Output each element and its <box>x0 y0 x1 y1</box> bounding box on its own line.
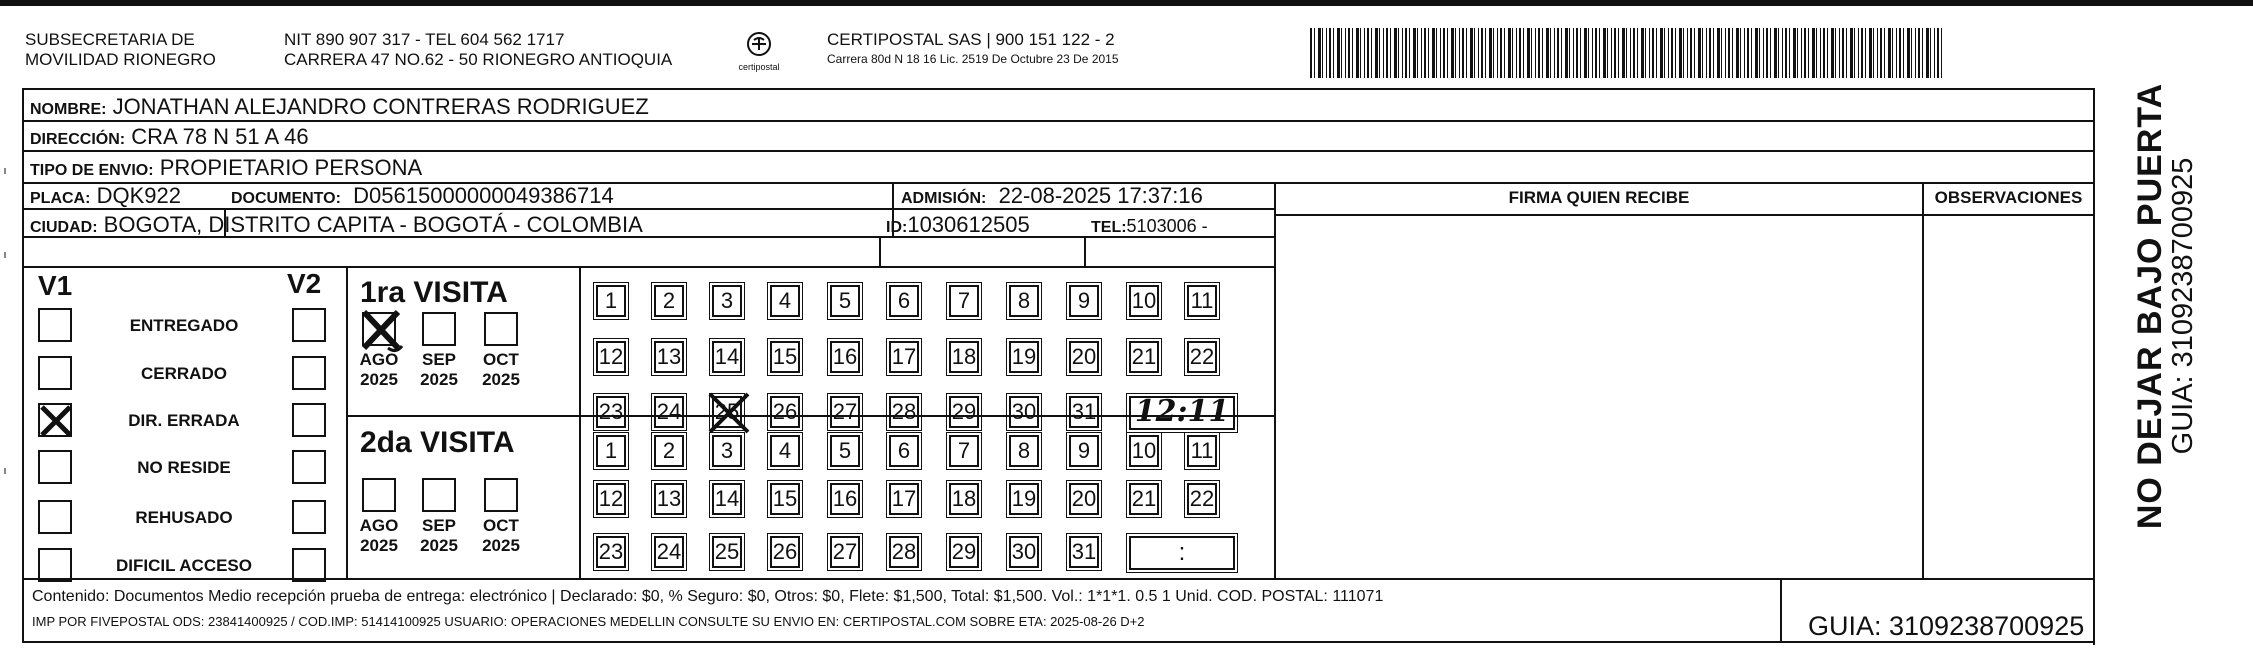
visit1-day-box[interactable]: 5 <box>830 285 860 317</box>
visit2-day-box[interactable]: 20 <box>1069 483 1099 515</box>
visit1-day-box[interactable]: 22 <box>1187 341 1217 373</box>
issuer-block <box>25 30 216 70</box>
month-name: OCT <box>483 516 519 535</box>
visit1-day-box[interactable]: 1 <box>596 285 626 317</box>
visit2-day-box[interactable]: 24 <box>654 536 684 568</box>
visit1-day-box[interactable]: 26 <box>770 396 800 428</box>
city-field <box>30 213 643 240</box>
visit1-day-box[interactable]: 13 <box>654 341 684 373</box>
visit2-day-box[interactable]: 8 <box>1009 435 1039 467</box>
status-option-label: CERRADO <box>141 364 227 383</box>
visit2-month-label <box>476 516 526 556</box>
visit1-day-box[interactable]: 3 <box>712 285 742 317</box>
carrier-block <box>827 30 1119 68</box>
v2-checkbox[interactable] <box>292 356 326 390</box>
visit2-day-box[interactable]: 10 <box>1129 435 1159 467</box>
id-field <box>886 213 1030 240</box>
visit2-time-value: : <box>1178 539 1186 566</box>
delivery-form <box>22 88 2095 643</box>
visit1-day-box[interactable]: 8 <box>1009 285 1039 317</box>
visit1-day-box[interactable]: 15 <box>770 341 800 373</box>
month-year: 2025 <box>360 370 398 389</box>
visit2-day-box[interactable]: 6 <box>889 435 919 467</box>
month-name: SEP <box>421 350 457 369</box>
visit2-day-box[interactable]: 29 <box>949 536 979 568</box>
visit1-month-checkbox[interactable] <box>362 312 396 346</box>
v1-checkbox[interactable] <box>38 450 72 484</box>
visit2-day-box[interactable]: 3 <box>712 435 742 467</box>
visit1-day-box[interactable]: 18 <box>949 341 979 373</box>
city-value: BOGOTA, DISTRITO CAPITA - BOGOTÁ - COLOMBIA <box>103 212 643 237</box>
guia-number: GUIA: 3109238700925 <box>1808 611 2085 641</box>
visit1-month-checkbox[interactable] <box>484 312 518 346</box>
admission-field <box>901 184 1203 211</box>
visit2-day-box[interactable]: 28 <box>889 536 919 568</box>
print-info: IMP POR FIVEPOSTAL ODS: 23841400925 / COD.IMP: 51414100925 USUARIO: OPERACIONES MEDELLIN CONSULTE SU ENVIO EN: CERTIPOSTAL.COM SOBRE ETA: 2025-08-26 D+2 <box>32 614 1145 629</box>
certipostal-logo-icon <box>730 30 788 74</box>
plate-field <box>30 184 181 211</box>
nit-line: NIT 890 907 317 - TEL 604 562 1717 <box>284 30 565 49</box>
visit1-day-box[interactable]: 30 <box>1009 396 1039 428</box>
visit1-day-box[interactable]: 25 <box>712 396 742 428</box>
visit2-day-box[interactable]: 26 <box>770 536 800 568</box>
visit1-time-box[interactable] <box>1129 396 1235 430</box>
address-line: CARRERA 47 NO.62 - 50 RIONEGRO ANTIOQUIA <box>284 50 673 69</box>
visit2-day-box[interactable]: 9 <box>1069 435 1099 467</box>
v1-checkbox[interactable] <box>38 500 72 534</box>
tel-value: 5103006 - <box>1126 216 1208 236</box>
id-label: ID: <box>886 219 908 236</box>
visit2-day-box[interactable]: 27 <box>830 536 860 568</box>
status-option-label: ENTREGADO <box>129 316 239 335</box>
content-summary: Contenido: Documentos Medio recepción prueba de entrega: electrónico | Declarado: $0, % Seguro: $0, Otros: $0, Flete: $1,500, Total: $1,500. Vol.: 1*1*1. 0.5 1 Unid. COD. POSTAL: 111071 <box>32 588 1384 605</box>
visit1-day-box[interactable]: 24 <box>654 396 684 428</box>
signature-column-header: FIRMA QUIEN RECIBE <box>1508 188 1690 207</box>
license-line: Carrera 80d N 18 16 Lic. 2519 De Octubre 23 De 2015 <box>827 52 1119 66</box>
v2-checkbox[interactable] <box>292 548 326 582</box>
side-notice <box>2131 56 2199 556</box>
document-field <box>231 184 614 211</box>
visit1-day-box[interactable]: 14 <box>712 341 742 373</box>
logo-text: certipostal <box>738 62 780 72</box>
visit2-day-box[interactable]: 14 <box>712 483 742 515</box>
visit2-day-box[interactable]: 30 <box>1009 536 1039 568</box>
v1-checkbox[interactable] <box>38 403 72 437</box>
status-option-label: NO RESIDE <box>137 458 231 477</box>
visit2-time-box[interactable] <box>1129 536 1235 570</box>
visit1-day-box[interactable]: 16 <box>830 341 860 373</box>
visit1-day-box[interactable]: 23 <box>596 396 626 428</box>
visit2-day-box[interactable]: 23 <box>596 536 626 568</box>
v2-label: V2 <box>287 268 322 299</box>
visit1-time-value: 12:11 <box>1134 394 1230 429</box>
margin-mark <box>4 252 6 258</box>
margin-mark <box>4 168 6 174</box>
visit1-day-box[interactable]: 7 <box>949 285 979 317</box>
side-guia-number: GUIA: 3109238700925 <box>2167 157 2199 455</box>
issuer-line-2: MOVILIDAD RIONEGRO <box>25 50 216 69</box>
admission-label: ADMISIÓN: <box>901 190 987 207</box>
visit2-month-checkbox[interactable] <box>484 478 518 512</box>
tel-label: TEL: <box>1091 219 1127 236</box>
visit2-day-box[interactable]: 16 <box>830 483 860 515</box>
month-year: 2025 <box>420 536 458 555</box>
address-value: CRA 78 N 51 A 46 <box>131 124 309 149</box>
send-type-field <box>30 156 422 183</box>
visit2-day-box[interactable]: 2 <box>654 435 684 467</box>
visit1-month-label <box>476 350 526 390</box>
visit1-day-box[interactable]: 27 <box>830 396 860 428</box>
address-label: DIRECCIÓN: <box>30 131 126 148</box>
v2-checkbox[interactable] <box>292 450 326 484</box>
visit1-day-box[interactable]: 11 <box>1187 285 1217 317</box>
visit1-day-box[interactable]: 17 <box>889 341 919 373</box>
document-value: D05615000000049386714 <box>353 183 614 208</box>
name-field <box>30 95 649 122</box>
v1-checkbox[interactable] <box>38 356 72 390</box>
v2-checkbox[interactable] <box>292 403 326 437</box>
plate-label: PLACA: <box>30 190 91 207</box>
top-border <box>0 0 2253 6</box>
visit1-day-box[interactable]: 20 <box>1069 341 1099 373</box>
visit1-month-label <box>354 350 404 390</box>
month-name: OCT <box>483 350 519 369</box>
visit2-day-box[interactable]: 1 <box>596 435 626 467</box>
status-option-label: DIR. ERRADA <box>128 411 240 430</box>
visit2-day-box[interactable]: 5 <box>830 435 860 467</box>
v1-checkbox[interactable] <box>38 308 72 342</box>
visit1-day-box[interactable]: 12 <box>596 341 626 373</box>
status-option-label: REHUSADO <box>135 508 233 527</box>
visit1-day-box[interactable]: 19 <box>1009 341 1039 373</box>
visit2-title: 2da VISITA <box>360 426 515 459</box>
admission-value: 22-08-2025 17:37:16 <box>998 183 1203 208</box>
document-label: DOCUMENTO: <box>231 190 341 207</box>
month-name: SEP <box>421 516 457 535</box>
visit1-day-box[interactable]: 29 <box>949 396 979 428</box>
visit2-day-box[interactable]: 12 <box>596 483 626 515</box>
issuer-contact-block <box>284 30 672 70</box>
visit2-day-box[interactable]: 21 <box>1129 483 1159 515</box>
address-field <box>30 125 309 152</box>
visit2-day-box[interactable]: 4 <box>770 435 800 467</box>
visit2-month-label <box>354 516 404 556</box>
plate-value: DQK922 <box>96 183 181 208</box>
visit2-day-box[interactable]: 13 <box>654 483 684 515</box>
month-year: 2025 <box>420 370 458 389</box>
visit2-month-label <box>414 516 464 556</box>
visit1-day-box[interactable]: 4 <box>770 285 800 317</box>
name-label: NOMBRE: <box>30 101 107 118</box>
v1-checkbox[interactable] <box>38 548 72 582</box>
send-type-label: TIPO DE ENVIO: <box>30 162 154 179</box>
month-year: 2025 <box>482 536 520 555</box>
tel-field <box>1091 213 1208 240</box>
month-year: 2025 <box>482 370 520 389</box>
visit1-day-box[interactable]: 21 <box>1129 341 1159 373</box>
carrier-line: CERTIPOSTAL SAS | 900 151 122 - 2 <box>827 30 1115 49</box>
visit2-day-box[interactable]: 15 <box>770 483 800 515</box>
issuer-line-1: SUBSECRETARIA DE <box>25 30 195 49</box>
status-option-label: DIFICIL ACCESO <box>115 556 252 575</box>
visit1-month-label <box>414 350 464 390</box>
v2-checkbox[interactable] <box>292 308 326 342</box>
visit2-day-box[interactable]: 22 <box>1187 483 1217 515</box>
visit2-day-box[interactable]: 25 <box>712 536 742 568</box>
visit1-month-checkbox[interactable] <box>422 312 456 346</box>
month-year: 2025 <box>360 536 398 555</box>
visit2-day-box[interactable]: 11 <box>1187 435 1217 467</box>
month-name: AGO <box>359 350 399 369</box>
month-name: AGO <box>359 516 399 535</box>
city-label: CIUDAD: <box>30 219 98 236</box>
observations-column-header: OBSERVACIONES <box>1934 188 2083 207</box>
send-type-value: PROPIETARIO PERSONA <box>159 155 423 180</box>
visit2-day-box[interactable]: 17 <box>889 483 919 515</box>
visit1-day-box[interactable]: 31 <box>1069 396 1099 428</box>
visit1-title: 1ra VISITA <box>360 276 508 309</box>
visit2-day-box[interactable]: 18 <box>949 483 979 515</box>
visit1-day-box[interactable]: 9 <box>1069 285 1099 317</box>
visit2-day-box[interactable]: 19 <box>1009 483 1039 515</box>
v2-checkbox[interactable] <box>292 500 326 534</box>
barcode <box>1310 28 1942 78</box>
name-value: JONATHAN ALEJANDRO CONTRERAS RODRIGUEZ <box>112 94 649 119</box>
visit2-day-box[interactable]: 7 <box>949 435 979 467</box>
visit2-day-box[interactable]: 31 <box>1069 536 1099 568</box>
margin-mark <box>4 468 6 474</box>
visit1-day-box[interactable]: 6 <box>889 285 919 317</box>
visit1-day-box[interactable]: 28 <box>889 396 919 428</box>
no-leave-under-door-warning: NO DEJAR BAJO PUERTA <box>2131 82 2169 530</box>
visit2-month-checkbox[interactable] <box>362 478 396 512</box>
id-value: 1030612505 <box>907 212 1030 237</box>
visit1-day-box[interactable]: 10 <box>1129 285 1159 317</box>
v1-label: V1 <box>38 270 73 301</box>
visit2-month-checkbox[interactable] <box>422 478 456 512</box>
visit1-day-box[interactable]: 2 <box>654 285 684 317</box>
